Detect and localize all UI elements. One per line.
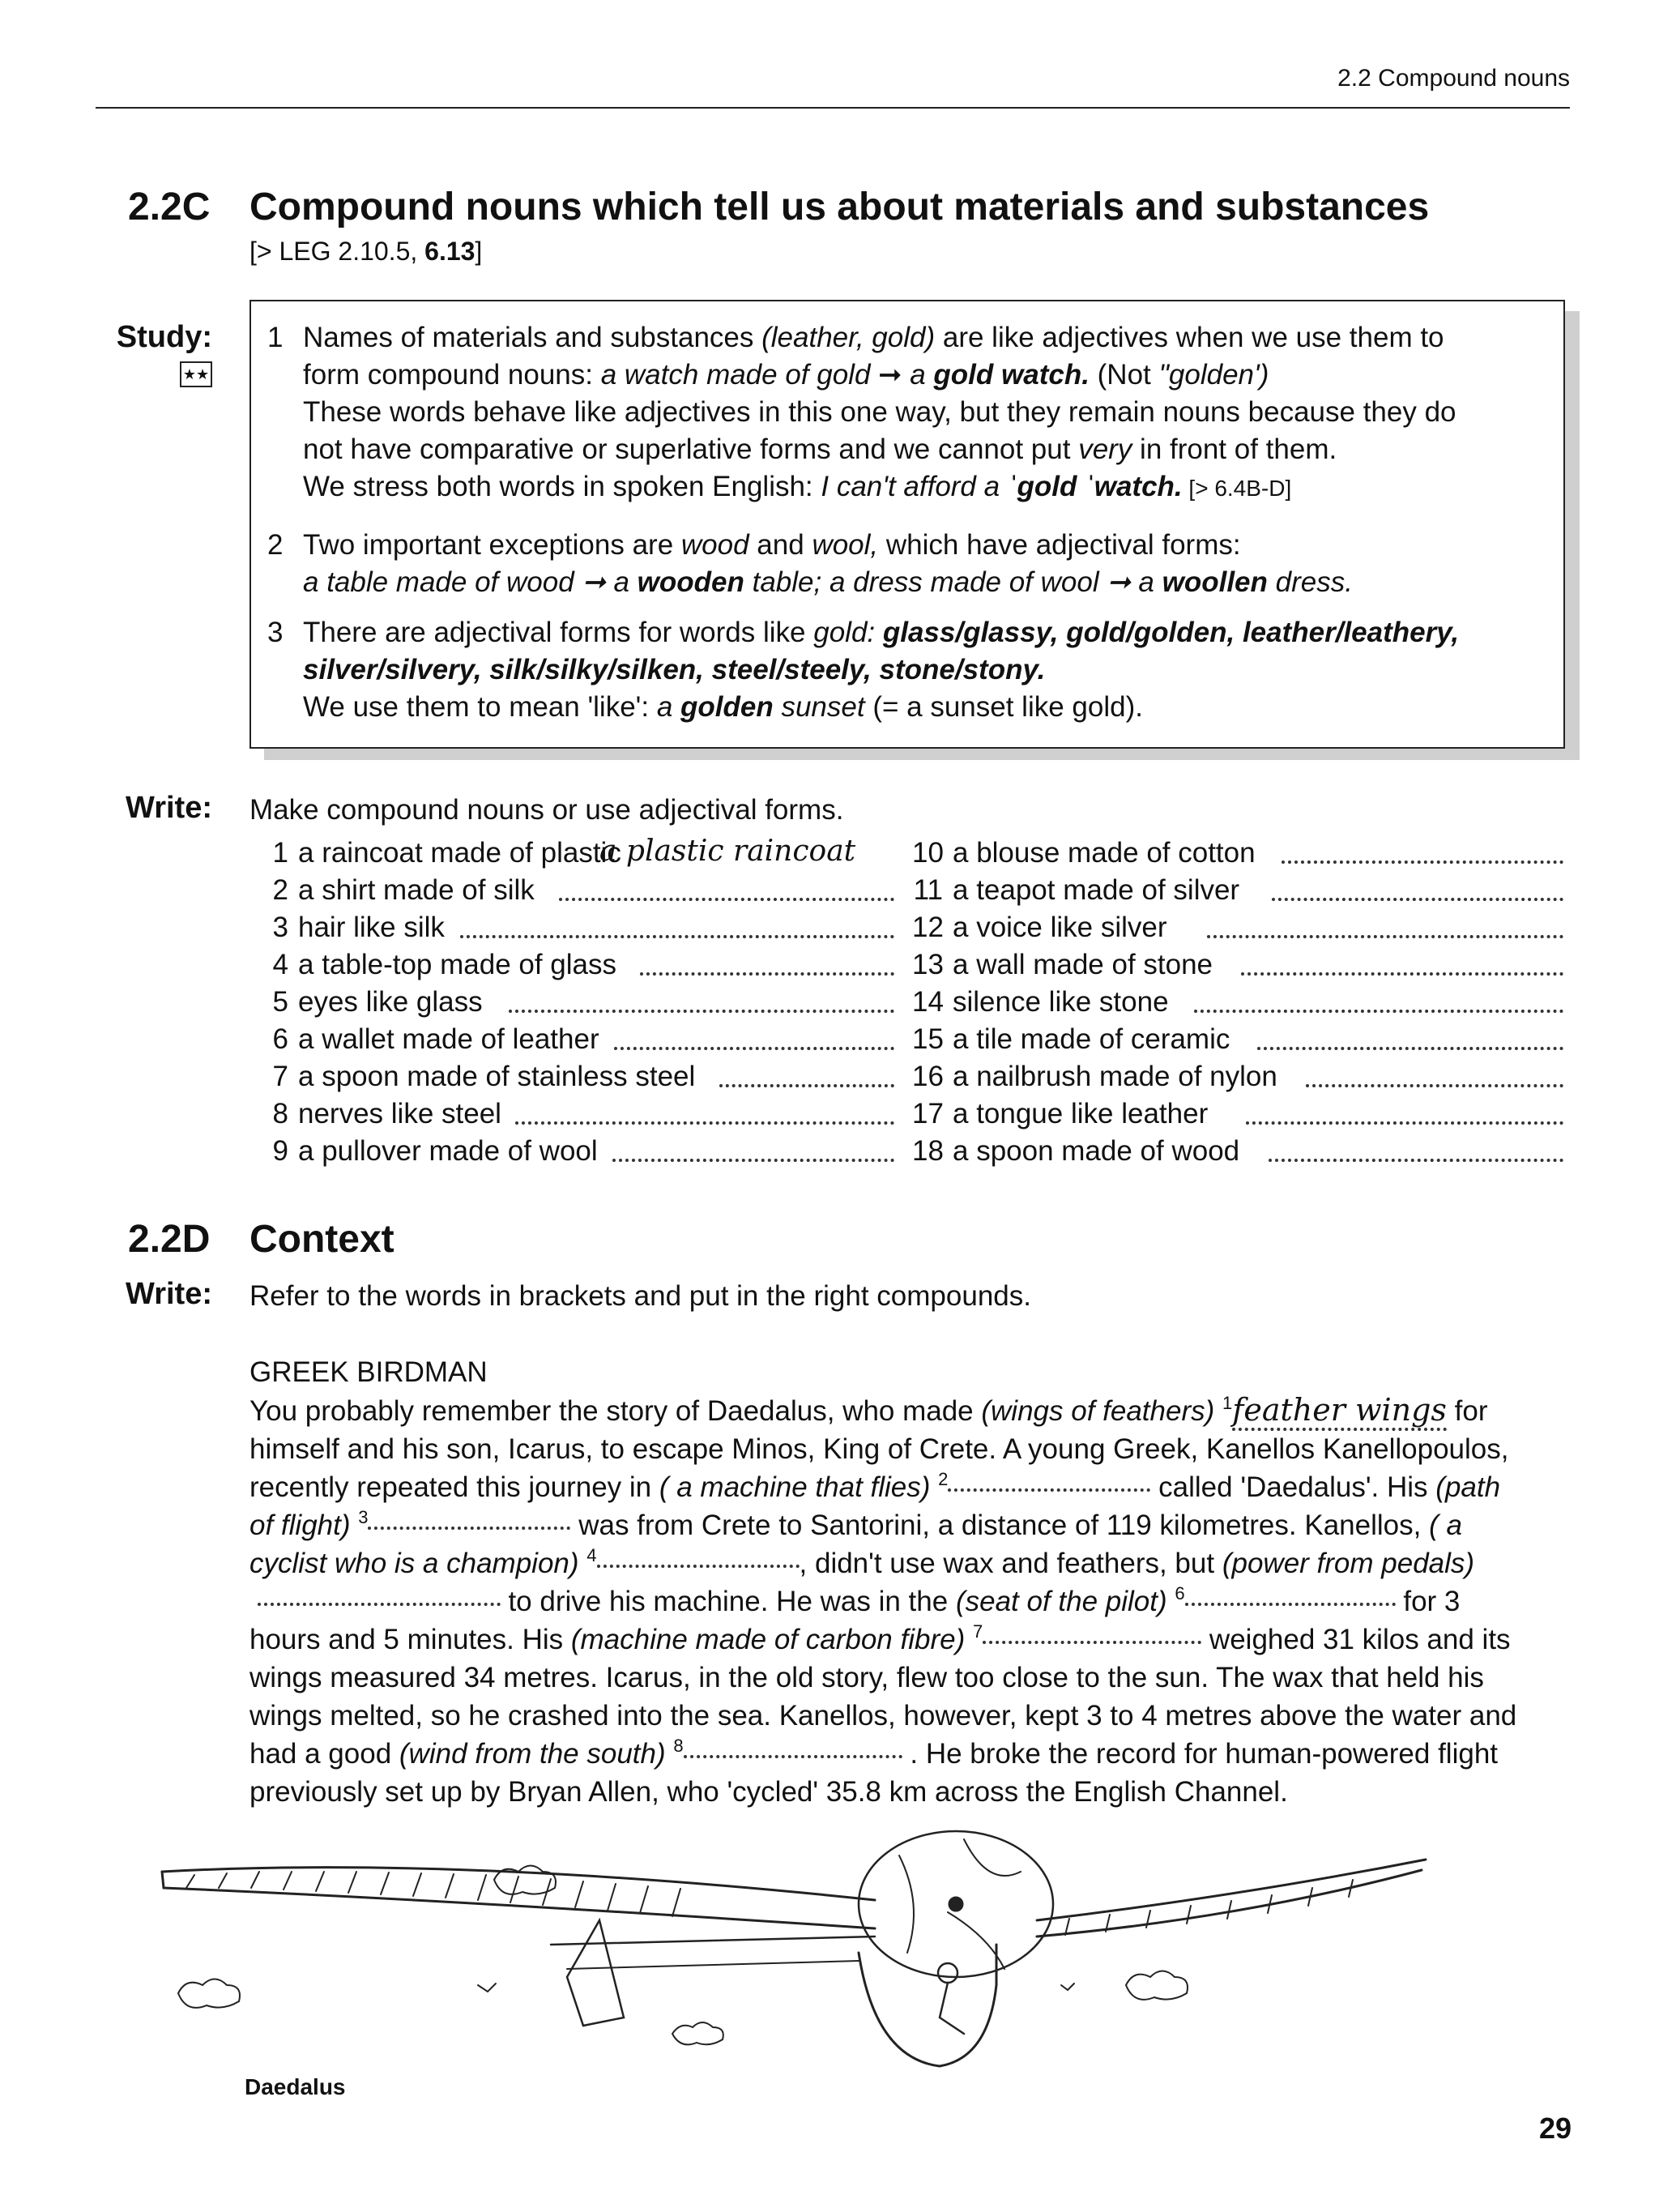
study-label: Study: [116,320,212,354]
exercise-item: 9 a pullover made of wool [258,1133,894,1170]
answer-field[interactable] [1272,898,1563,901]
write-label-d: Write: [126,1277,212,1311]
section-d-number: 2.2D [128,1218,211,1261]
exercise-item: 3 hair like silk [258,909,894,946]
arrow-icon: ➞ [1107,566,1131,598]
exercise-item: 8 nerves like steel [258,1095,894,1133]
answer-field[interactable] [1246,1121,1563,1125]
exercise-item: 15 a tile made of ceramic [912,1021,1563,1058]
answer-field[interactable]: feather wings [1232,1392,1447,1431]
answer-field[interactable] [515,1121,894,1125]
running-header: 2.2 Compound nouns [1337,65,1570,92]
exercise-list-right [912,835,1563,1170]
exercise-item: 16 a nailbrush made of nylon [912,1058,1563,1095]
section-c-reference: [> LEG 2.10.5, 6.13] [249,237,483,266]
stars-badge: ★★ [180,361,212,387]
answer-field[interactable] [983,1641,1201,1644]
section-c-number: 2.2C [128,186,211,228]
answer-field[interactable] [1241,972,1563,976]
answer-field[interactable] [509,1010,894,1013]
exercise-item: 18 a spoon made of wood [912,1133,1563,1170]
answer-field[interactable] [1185,1603,1396,1606]
exercise-item: 7 a spoon made of stainless steel [258,1058,894,1095]
exercise-item: 12 a voice like silver [912,909,1563,946]
answer-field[interactable] [368,1527,570,1530]
exercise-list-left [258,835,894,1170]
answer-field[interactable] [614,1047,894,1050]
exercise-item: 6 a wallet made of leather [258,1021,894,1058]
study-box [249,300,1565,749]
page-number: 29 [1538,2112,1572,2145]
header-rule [96,107,1570,109]
study-point-3: 3 There are adjectival forms for words like gold: glass/glassy, gold/golden, leather/leathery, silver/silvery, silk/silky/silken, steel/steely, stone/stony. We use them to mean 'like': a golden sunset (= a sunset like gold). [267,617,1460,723]
answer-field[interactable] [1306,1084,1563,1087]
answer-field[interactable] [597,1565,800,1568]
answer-field[interactable] [948,1488,1150,1492]
story-title: GREEK BIRDMAN [249,1356,488,1388]
exercise-item: 1 a raincoat made of plastic a plastic raincoat [258,835,894,872]
answer-field[interactable] [719,1084,894,1087]
exercise-item: 5 eyes like glass [258,984,894,1021]
answer-field[interactable] [258,1603,501,1606]
study-point-2: 2 Two important exceptions are wood and wool, which have adjectival forms: a table made of wood ➞ a wooden table; a dress made of wool ➞ a woollen dress. [267,529,1353,598]
answer-field[interactable]: a plastic raincoat [599,835,856,868]
daedalus-plane-illustration [146,1823,1442,2090]
exercise-item: 2 a shirt made of silk [258,872,894,909]
exercise-item: 13 a wall made of stone [912,946,1563,984]
exercise-item: 4 a table-top made of glass [258,946,894,984]
answer-field[interactable] [1194,1010,1563,1013]
exercise-instruction-c: Make compound nouns or use adjectival forms. [249,794,844,826]
answer-field[interactable] [612,1159,894,1162]
arrow-icon: ➞ [878,359,902,391]
arrow-icon: ➞ [582,566,606,598]
write-label-c: Write: [126,791,212,825]
answer-field[interactable] [1257,1047,1563,1050]
answer-field[interactable] [460,935,894,938]
answer-field[interactable] [1269,1159,1563,1162]
exercise-item: 11 a teapot made of silver [912,872,1563,909]
illustration-caption: Daedalus [245,2074,346,2099]
exercise-item: 17 a tongue like leather [912,1095,1563,1133]
answer-field[interactable] [1282,860,1563,864]
answer-field[interactable] [640,972,894,976]
exercise-item: 10 a blouse made of cotton [912,835,1563,872]
study-point-1: 1 Names of materials and substances (leather, gold) are like adjectives when we use them to form compound nouns: a watch made of gold ➞ a gold watch. (Not "golden') These words behave like adjectives in this one way, but they remain nouns because they do not have comparative or superlative forms and we cannot put very in front of them. We stress both words in spoken English: I can't afford a ˈgold ˈwatch. [> 6.4B-D] [267,322,1456,502]
answer-field[interactable] [1207,935,1563,938]
section-d-title: Context [249,1218,394,1261]
exercise-item: 14 silence like stone [912,984,1563,1021]
answer-field[interactable] [559,898,894,901]
context-passage: GREEK BIRDMAN You probably remember the story of Daedalus, who made (wings of feathers) $^1$feather wings for himself and his son, Icarus, to escape Minos, King of Crete. A young Greek, Kanellos Kanellopoulos, recently repeated this journey in ( a machine that flies) $^2$ called 'Daedalus'. His (path of flight) $^3$ was from Crete to Santorini, a distance of 119 kilometres. Kanellos, ( a cyclist who is a champion) $^4$ , didn't use wax and feathers, but (power from pedals) to drive his machine. He was in the (seat of the pilot) $^6$ for 3 hours and 5 minutes. His (machine made of carbon fibre) $^7$ weighed 31 kilos and its wings measured 34 metres. Icarus, in the old story, flew too close to the sun. The wax that held his wings melted, so he crashed into the sea. Kanellos, however, kept 3 to 4 metres above the water and had a good (wind from the south) $^8$ . He broke the record for human-powered flight previously set up by Bryan Allen, who 'cycled' 35.8 km across the English Channel. [249,1353,1578,1811]
answer-field[interactable] [684,1755,902,1758]
exercise-instruction-d: Refer to the words in brackets and put in the right compounds. [249,1280,1031,1312]
section-c-title: Compound nouns which tell us about materials and substances [249,186,1430,228]
